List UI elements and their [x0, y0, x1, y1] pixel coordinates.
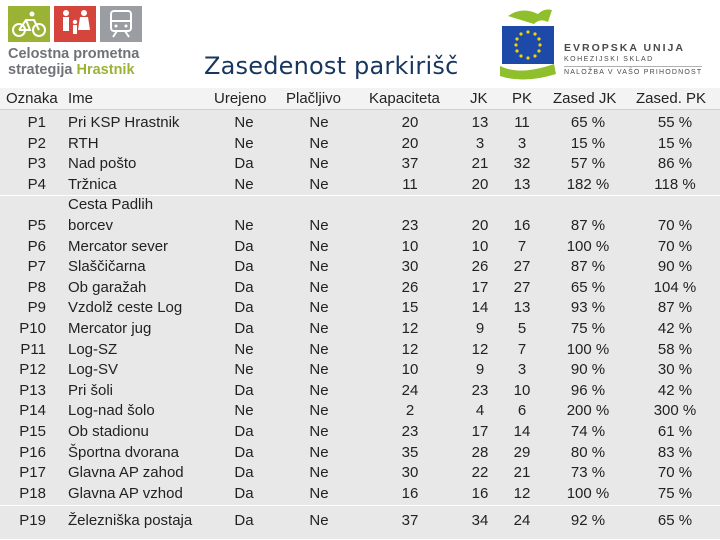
cell-kapaciteta-p14: 2 [405, 402, 415, 420]
cell-pk-p16: 29 [513, 443, 531, 461]
cell-oznaka-p16: P16 [19, 443, 46, 461]
cell-urejeno-p9: Da [234, 299, 254, 317]
cell-oznaka-p4: P4 [27, 175, 46, 193]
cell-placljivo-p1: Ne [309, 114, 329, 131]
cell-kapaciteta-p4: 11 [402, 175, 418, 193]
cell-urejeno-p7: Da [234, 258, 254, 276]
cell-zased-pk-p7: 90 % [657, 258, 693, 276]
bicycle-icon [8, 6, 50, 42]
eu-logo [500, 4, 720, 82]
cell-oznaka-p7: P7 [27, 258, 46, 276]
cell-ime-p5: Cesta Padlih borcev [68, 196, 154, 234]
cell-jk-p10: 9 [475, 320, 485, 337]
table-header [0, 88, 720, 110]
cell-urejeno-p11: Ne [234, 340, 254, 358]
strategy-logo [8, 6, 158, 88]
cell-kapaciteta-p11: 12 [401, 340, 419, 358]
cell-placljivo-p15: Ne [309, 423, 329, 440]
col-pk: PK [512, 90, 533, 107]
cell-zased-pk-p14: 300 % [653, 402, 697, 420]
cell-zased-jk-p11: 100 % [566, 340, 610, 358]
logo-line1: Celostna prometna [8, 46, 140, 62]
cell-jk-p1: 13 [471, 114, 489, 131]
cell-kapaciteta-p12: 10 [401, 361, 419, 379]
family-icon [54, 6, 96, 42]
cell-oznaka-p12: P12 [19, 361, 46, 379]
cell-ime-p4: Tržnica [68, 175, 117, 193]
cell-kapaciteta-p13: 24 [401, 381, 419, 399]
cell-kapaciteta-p8: 26 [401, 278, 419, 296]
cell-zased-jk-p16: 80 % [570, 443, 606, 461]
cell-kapaciteta-p17: 30 [401, 464, 419, 482]
cell-oznaka-p14: P14 [19, 402, 46, 420]
cell-pk-p3: 32 [513, 155, 531, 173]
cell-pk-p18: 12 [513, 484, 531, 502]
cell-zased-jk-p4: 182 % [566, 175, 610, 193]
cell-jk-p13: 23 [471, 381, 489, 399]
cell-zased-jk-p8: 65 % [570, 278, 606, 296]
cell-jk-p11: 12 [471, 340, 489, 358]
cell-oznaka-p1: P1 [27, 114, 46, 131]
cell-zased-jk-p2: 15 % [570, 134, 606, 152]
cell-zased-pk-p9: 87 % [657, 299, 693, 317]
col-zased-pk: Zased. PK [636, 90, 707, 107]
cell-jk-p15: 17 [471, 423, 489, 440]
cell-placljivo-p12: Ne [309, 361, 329, 379]
cell-zased-jk-p15: 74 % [570, 423, 606, 440]
cell-pk-p7: 27 [513, 258, 531, 276]
cell-jk-p2: 3 [475, 134, 485, 152]
cell-placljivo-p8: Ne [309, 278, 329, 296]
cell-oznaka-p2: P2 [27, 134, 46, 152]
cell-ime-p15: Ob stadionu [68, 423, 149, 440]
cell-placljivo-p17: Ne [309, 464, 329, 482]
cell-jk-p9: 14 [471, 299, 489, 317]
cell-zased-pk-p10: 42 % [657, 320, 693, 337]
cell-pk-p15: 14 [513, 423, 531, 440]
cell-oznaka-p3: P3 [27, 155, 46, 173]
cell-zased-pk-p17: 70 % [657, 464, 693, 482]
cell-ime-p8: Ob garažah [68, 278, 147, 296]
cell-jk-p4: 20 [471, 175, 489, 193]
cell-zased-pk-p19: 65 % [657, 512, 693, 529]
page-title: Zasedenost parkirišč [204, 52, 459, 80]
logo-line2-accent: Hrastnik [76, 62, 135, 78]
col-oznaka: Oznaka [6, 90, 58, 107]
cell-jk-p19: 34 [471, 512, 489, 529]
cell-urejeno-p4: Ne [234, 175, 254, 193]
cell-urejeno-p15: Da [234, 423, 254, 440]
cell-kapaciteta-p5: 23 [401, 217, 419, 234]
cell-placljivo-p16: Ne [309, 443, 329, 461]
cell-urejeno-p14: Ne [234, 402, 254, 420]
cell-jk-p17: 22 [471, 464, 489, 482]
cell-urejeno-p12: Ne [234, 361, 254, 379]
cell-ime-p11: Log-SZ [68, 340, 118, 358]
cell-jk-p16: 28 [471, 443, 489, 461]
cell-zased-jk-p6: 100 % [566, 237, 610, 255]
cell-pk-p9: 13 [513, 299, 531, 317]
cell-zased-jk-p7: 87 % [570, 258, 606, 276]
cell-oznaka-p9: P9 [27, 299, 46, 317]
cell-placljivo-p2: Ne [309, 134, 329, 152]
cell-zased-jk-p12: 90 % [570, 361, 606, 379]
cell-urejeno-p18: Da [234, 484, 254, 502]
cell-kapaciteta-p1: 20 [401, 114, 419, 131]
cell-kapaciteta-p2: 20 [401, 134, 419, 152]
cell-zased-jk-p13: 96 % [570, 381, 606, 399]
cell-ime-p16: Športna dvorana [68, 443, 179, 461]
cell-zased-jk-p3: 57 % [570, 155, 606, 173]
cell-zased-pk-p18: 75 % [657, 484, 693, 502]
cell-zased-pk-p12: 30 % [657, 361, 693, 379]
cell-urejeno-p16: Da [234, 443, 254, 461]
cell-pk-p1: 11 [514, 114, 530, 131]
cell-placljivo-p11: Ne [309, 340, 329, 358]
cell-ime-p19: Železniška postaja [68, 512, 193, 529]
cell-placljivo-p7: Ne [309, 258, 329, 276]
cell-urejeno-p17: Da [234, 464, 254, 482]
cell-pk-p2: 3 [517, 134, 527, 152]
col-urejeno: Urejeno [214, 90, 267, 107]
cell-zased-jk-p17: 73 % [570, 464, 606, 482]
cell-placljivo-p9: Ne [309, 299, 329, 317]
cell-pk-p13: 10 [513, 381, 531, 399]
cell-oznaka-p17: P17 [19, 464, 46, 482]
cell-jk-p5: 20 [471, 217, 489, 234]
cell-zased-jk-p5: 87 % [570, 217, 606, 234]
cell-pk-p12: 3 [517, 361, 527, 379]
cell-jk-p7: 26 [471, 258, 489, 276]
cell-oznaka-p19: P19 [19, 512, 46, 529]
cell-pk-p17: 21 [513, 464, 531, 482]
cell-placljivo-p10: Ne [309, 320, 329, 337]
cell-zased-pk-p13: 42 % [657, 381, 693, 399]
cell-kapaciteta-p16: 35 [401, 443, 419, 461]
cell-zased-pk-p4: 118 % [654, 175, 696, 193]
cell-urejeno-p5: Ne [234, 217, 254, 234]
cell-ime-p14: Log-nad šolo [68, 402, 155, 420]
cell-kapaciteta-p6: 10 [401, 237, 419, 255]
cell-ime-p13: Pri šoli [68, 381, 114, 399]
cell-zased-pk-p16: 83 % [657, 443, 693, 461]
cell-jk-p8: 17 [471, 278, 489, 296]
cell-zased-pk-p5: 70 % [657, 217, 693, 234]
cell-zased-jk-p14: 200 % [566, 402, 610, 420]
cell-ime-p9: Vzdolž ceste Log [68, 299, 183, 317]
cell-urejeno-p6: Da [234, 237, 254, 255]
cell-oznaka-p15: P15 [19, 423, 46, 440]
cell-urejeno-p1: Ne [234, 114, 254, 131]
cell-zased-jk-p19: 92 % [570, 512, 606, 529]
cell-zased-pk-p6: 70 % [657, 237, 693, 255]
cell-kapaciteta-p15: 23 [401, 423, 419, 440]
eu-motto: NALOŽBA V VAŠO PRIHODNOST [564, 66, 702, 76]
cell-oznaka-p5: P5 [27, 217, 46, 234]
col-kapaciteta: Kapaciteta [369, 90, 440, 107]
cell-zased-pk-p15: 61 % [657, 423, 693, 440]
cell-urejeno-p3: Da [234, 155, 254, 173]
cell-ime-p3: Nad pošto [68, 155, 137, 173]
cell-pk-p19: 24 [513, 512, 531, 529]
cell-placljivo-p13: Ne [309, 381, 329, 399]
cell-ime-p12: Log-SV [68, 361, 119, 379]
cell-ime-p6: Mercator sever [68, 237, 169, 255]
cell-placljivo-p5: Ne [309, 217, 329, 234]
cell-placljivo-p14: Ne [309, 402, 329, 420]
cell-zased-pk-p8: 104 % [653, 278, 697, 296]
cell-placljivo-p19: Ne [309, 512, 329, 529]
cell-kapaciteta-p9: 15 [401, 299, 419, 317]
logo-line2: strategija [8, 62, 77, 78]
col-zased-jk: Zased JK [553, 90, 617, 107]
cell-kapaciteta-p10: 12 [401, 320, 419, 337]
cell-jk-p6: 10 [471, 237, 489, 255]
train-icon [100, 6, 142, 42]
cell-kapaciteta-p18: 16 [401, 484, 419, 502]
cell-placljivo-p6: Ne [309, 237, 329, 255]
cell-jk-p18: 16 [471, 484, 489, 502]
cell-oznaka-p18: P18 [19, 484, 46, 502]
eu-name: EVROPSKA UNIJA [564, 42, 685, 54]
cell-pk-p11: 7 [517, 340, 527, 358]
cell-zased-pk-p2: 15 % [657, 134, 693, 152]
cell-kapaciteta-p19: 37 [401, 512, 419, 529]
col-ime: Ime [68, 90, 94, 107]
col-jk: JK [470, 90, 488, 107]
cell-ime-p2: RTH [68, 134, 99, 152]
cell-pk-p8: 27 [513, 278, 531, 296]
cell-ime-p10: Mercator jug [68, 320, 152, 337]
cell-pk-p4: 13 [513, 175, 531, 193]
cell-ime-p18: Glavna AP vzhod [68, 484, 183, 502]
cell-urejeno-p8: Da [234, 278, 254, 296]
cell-zased-jk-p9: 93 % [570, 299, 606, 317]
cell-ime-p7: Slaščičarna [68, 258, 146, 276]
cell-pk-p6: 7 [517, 237, 527, 255]
cell-jk-p3: 21 [471, 155, 489, 173]
cell-pk-p5: 16 [513, 217, 531, 234]
cell-placljivo-p4: Ne [309, 175, 329, 193]
cell-oznaka-p13: P13 [19, 381, 46, 399]
cell-placljivo-p18: Ne [309, 484, 329, 502]
cell-jk-p14: 4 [475, 402, 485, 420]
cell-oznaka-p6: P6 [27, 237, 46, 255]
cell-kapaciteta-p3: 37 [401, 155, 419, 173]
cell-pk-p10: 5 [517, 320, 527, 337]
cell-zased-pk-p3: 86 % [657, 155, 693, 173]
col-placljivo: Plačljivo [286, 90, 342, 107]
cell-oznaka-p10: P10 [19, 320, 46, 337]
cell-oznaka-p8: P8 [27, 278, 46, 296]
cell-pk-p14: 6 [517, 402, 527, 420]
cell-urejeno-p2: Ne [234, 134, 254, 152]
parking-occupancy-table [0, 88, 720, 540]
cell-jk-p12: 9 [475, 361, 485, 379]
cell-oznaka-p11: P11 [20, 340, 46, 358]
cell-urejeno-p13: Da [234, 381, 254, 399]
cell-urejeno-p10: Da [234, 320, 254, 337]
cell-ime-p17: Glavna AP zahod [68, 464, 184, 482]
cell-zased-jk-p18: 100 % [566, 484, 610, 502]
cell-zased-jk-p1: 65 % [570, 114, 606, 131]
cell-zased-pk-p11: 58 % [657, 340, 693, 358]
cell-kapaciteta-p7: 30 [401, 258, 419, 276]
cell-placljivo-p3: Ne [309, 155, 329, 173]
cell-zased-pk-p1: 55 % [657, 114, 693, 131]
cell-urejeno-p19: Da [234, 512, 254, 529]
eu-fund: KOHEZIJSKI SKLAD [564, 56, 654, 63]
cell-ime-p1: Pri KSP Hrastnik [68, 114, 180, 131]
cell-zased-jk-p10: 75 % [570, 320, 606, 337]
